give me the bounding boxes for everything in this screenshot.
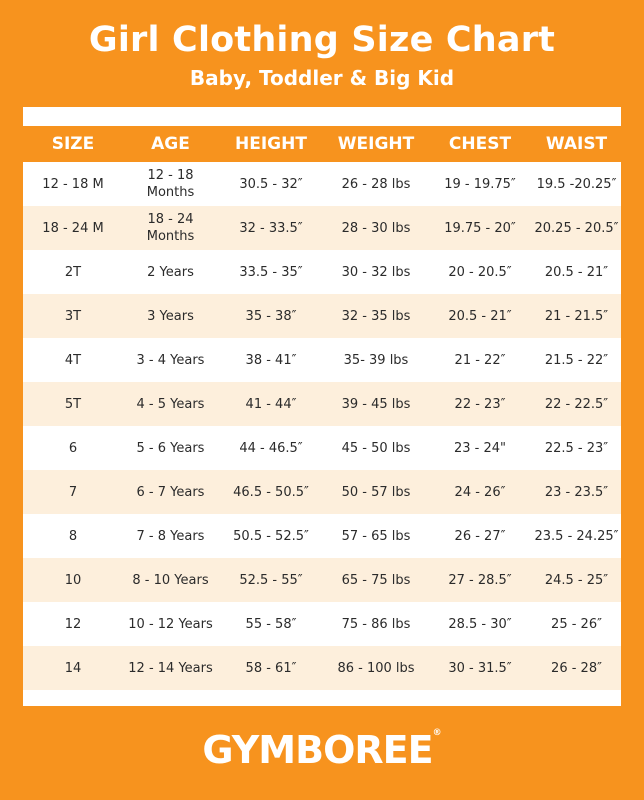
cell-size: 14: [64, 660, 82, 676]
column-header-weight: WEIGHT: [337, 134, 415, 154]
cell-waist: 21.5 - 22″: [544, 352, 609, 368]
cell-height: 44 - 46.5″: [239, 440, 303, 456]
cell-height: 33.5 - 35″: [239, 264, 303, 280]
cell-weight: 35- 39 lbs: [343, 352, 409, 368]
cell-chest: 21 - 22″: [454, 352, 506, 368]
cell-age: 3 Years: [147, 308, 194, 324]
cell-chest: 30 - 31.5″: [448, 660, 512, 676]
cell-waist: 24.5 - 25″: [544, 572, 609, 588]
cell-size: 18 - 24 M: [42, 220, 104, 236]
table-row: [23, 470, 621, 514]
table-row: [23, 382, 621, 426]
cell-size: 4T: [64, 352, 82, 368]
cell-age: 6 - 7 Years: [136, 484, 205, 500]
cell-waist: 23.5 - 24.25″: [534, 528, 619, 544]
table-body: [23, 162, 621, 690]
cell-size: 6: [68, 440, 78, 456]
table-row: [23, 294, 621, 338]
table-row: [23, 646, 621, 690]
cell-height: 32 - 33.5″: [239, 220, 303, 236]
cell-age: 12 - 18 Months: [146, 168, 195, 200]
cell-size: 12: [64, 616, 82, 632]
cell-chest: 28.5 - 30″: [448, 616, 512, 632]
page-subtitle: Baby, Toddler & Big Kid: [189, 66, 455, 90]
cell-age: 5 - 6 Years: [136, 440, 205, 456]
cell-weight: 57 - 65 lbs: [341, 528, 411, 544]
cell-age: 18 - 24 Months: [146, 212, 195, 244]
column-header-height: HEIGHT: [235, 134, 307, 154]
cell-weight: 45 - 50 lbs: [341, 440, 411, 456]
cell-size: 2T: [64, 264, 82, 280]
table-row: [23, 558, 621, 602]
cell-age: 12 - 14 Years: [128, 660, 213, 676]
cell-weight: 50 - 57 lbs: [341, 484, 411, 500]
size-chart-panel: [23, 107, 621, 706]
cell-chest: 23 - 24": [453, 440, 507, 456]
cell-age: 7 - 8 Years: [136, 528, 205, 544]
cell-waist: 20.25 - 20.5″: [534, 220, 619, 236]
cell-size: 8: [68, 528, 78, 544]
cell-waist: 20.5 - 21″: [544, 264, 609, 280]
cell-chest: 27 - 28.5″: [448, 572, 512, 588]
cell-chest: 19 - 19.75″: [444, 176, 516, 192]
cell-chest: 24 - 26″: [454, 484, 506, 500]
cell-waist: 23 - 23.5″: [544, 484, 609, 500]
size-chart-table: [23, 126, 621, 690]
cell-height: 52.5 - 55″: [239, 572, 303, 588]
cell-height: 46.5 - 50.5″: [233, 484, 309, 500]
cell-waist: 21 - 21.5″: [544, 308, 609, 324]
gymboree-logo: [0, 728, 644, 772]
table-row: [23, 206, 621, 250]
page-title: Girl Clothing Size Chart: [88, 20, 556, 60]
cell-age: 4 - 5 Years: [136, 396, 205, 412]
cell-waist: 25 - 26″: [551, 616, 602, 632]
cell-height: 41 - 44″: [245, 396, 297, 412]
cell-chest: 20 - 20.5″: [448, 264, 512, 280]
column-header-age: AGE: [151, 134, 190, 154]
cell-age: 10 - 12 Years: [128, 616, 213, 632]
cell-height: 50.5 - 52.5″: [233, 528, 309, 544]
cell-weight: 30 - 32 lbs: [341, 264, 411, 280]
cell-chest: 20.5 - 21″: [448, 308, 512, 324]
cell-waist: 26 - 28″: [551, 660, 602, 676]
cell-weight: 39 - 45 lbs: [341, 396, 411, 412]
cell-weight: 26 - 28 lbs: [341, 176, 411, 192]
column-header-waist: WAIST: [545, 134, 608, 154]
table-row: [23, 162, 621, 206]
cell-weight: 65 - 75 lbs: [341, 572, 411, 588]
table-row: [23, 514, 621, 558]
cell-weight: 75 - 86 lbs: [341, 616, 411, 632]
cell-age: 2 Years: [147, 264, 194, 280]
logo-text: GYMBOREE: [202, 728, 433, 772]
cell-height: 58 - 61″: [245, 660, 297, 676]
cell-weight: 86 - 100 lbs: [337, 660, 415, 676]
cell-size: 12 - 18 M: [42, 176, 104, 192]
cell-chest: 26 - 27″: [454, 528, 506, 544]
table-row: [23, 426, 621, 470]
table-row: [23, 602, 621, 646]
cell-chest: 19.75 - 20″: [444, 220, 516, 236]
cell-weight: 32 - 35 lbs: [341, 308, 411, 324]
registered-mark: ®: [432, 728, 442, 738]
cell-height: 38 - 41″: [245, 352, 297, 368]
table-row: [23, 338, 621, 382]
cell-height: 55 - 58″: [245, 616, 297, 632]
column-header-chest: CHEST: [448, 134, 512, 154]
cell-size: 3T: [64, 308, 82, 324]
table-header-row: [23, 126, 621, 162]
cell-age: 3 - 4 Years: [136, 352, 205, 368]
cell-waist: 22.5 - 23″: [544, 440, 609, 456]
cell-size: 5T: [64, 396, 82, 412]
cell-size: 7: [68, 484, 78, 500]
cell-chest: 22 - 23″: [454, 396, 506, 412]
cell-height: 35 - 38″: [245, 308, 297, 324]
column-header-size: SIZE: [51, 134, 95, 154]
cell-size: 10: [64, 572, 82, 588]
table-row: [23, 250, 621, 294]
cell-weight: 28 - 30 lbs: [341, 220, 411, 236]
cell-waist: 19.5 -20.25″: [536, 176, 617, 192]
cell-height: 30.5 - 32″: [239, 176, 303, 192]
cell-age: 8 - 10 Years: [132, 572, 209, 588]
cell-waist: 22 - 22.5″: [544, 396, 609, 412]
